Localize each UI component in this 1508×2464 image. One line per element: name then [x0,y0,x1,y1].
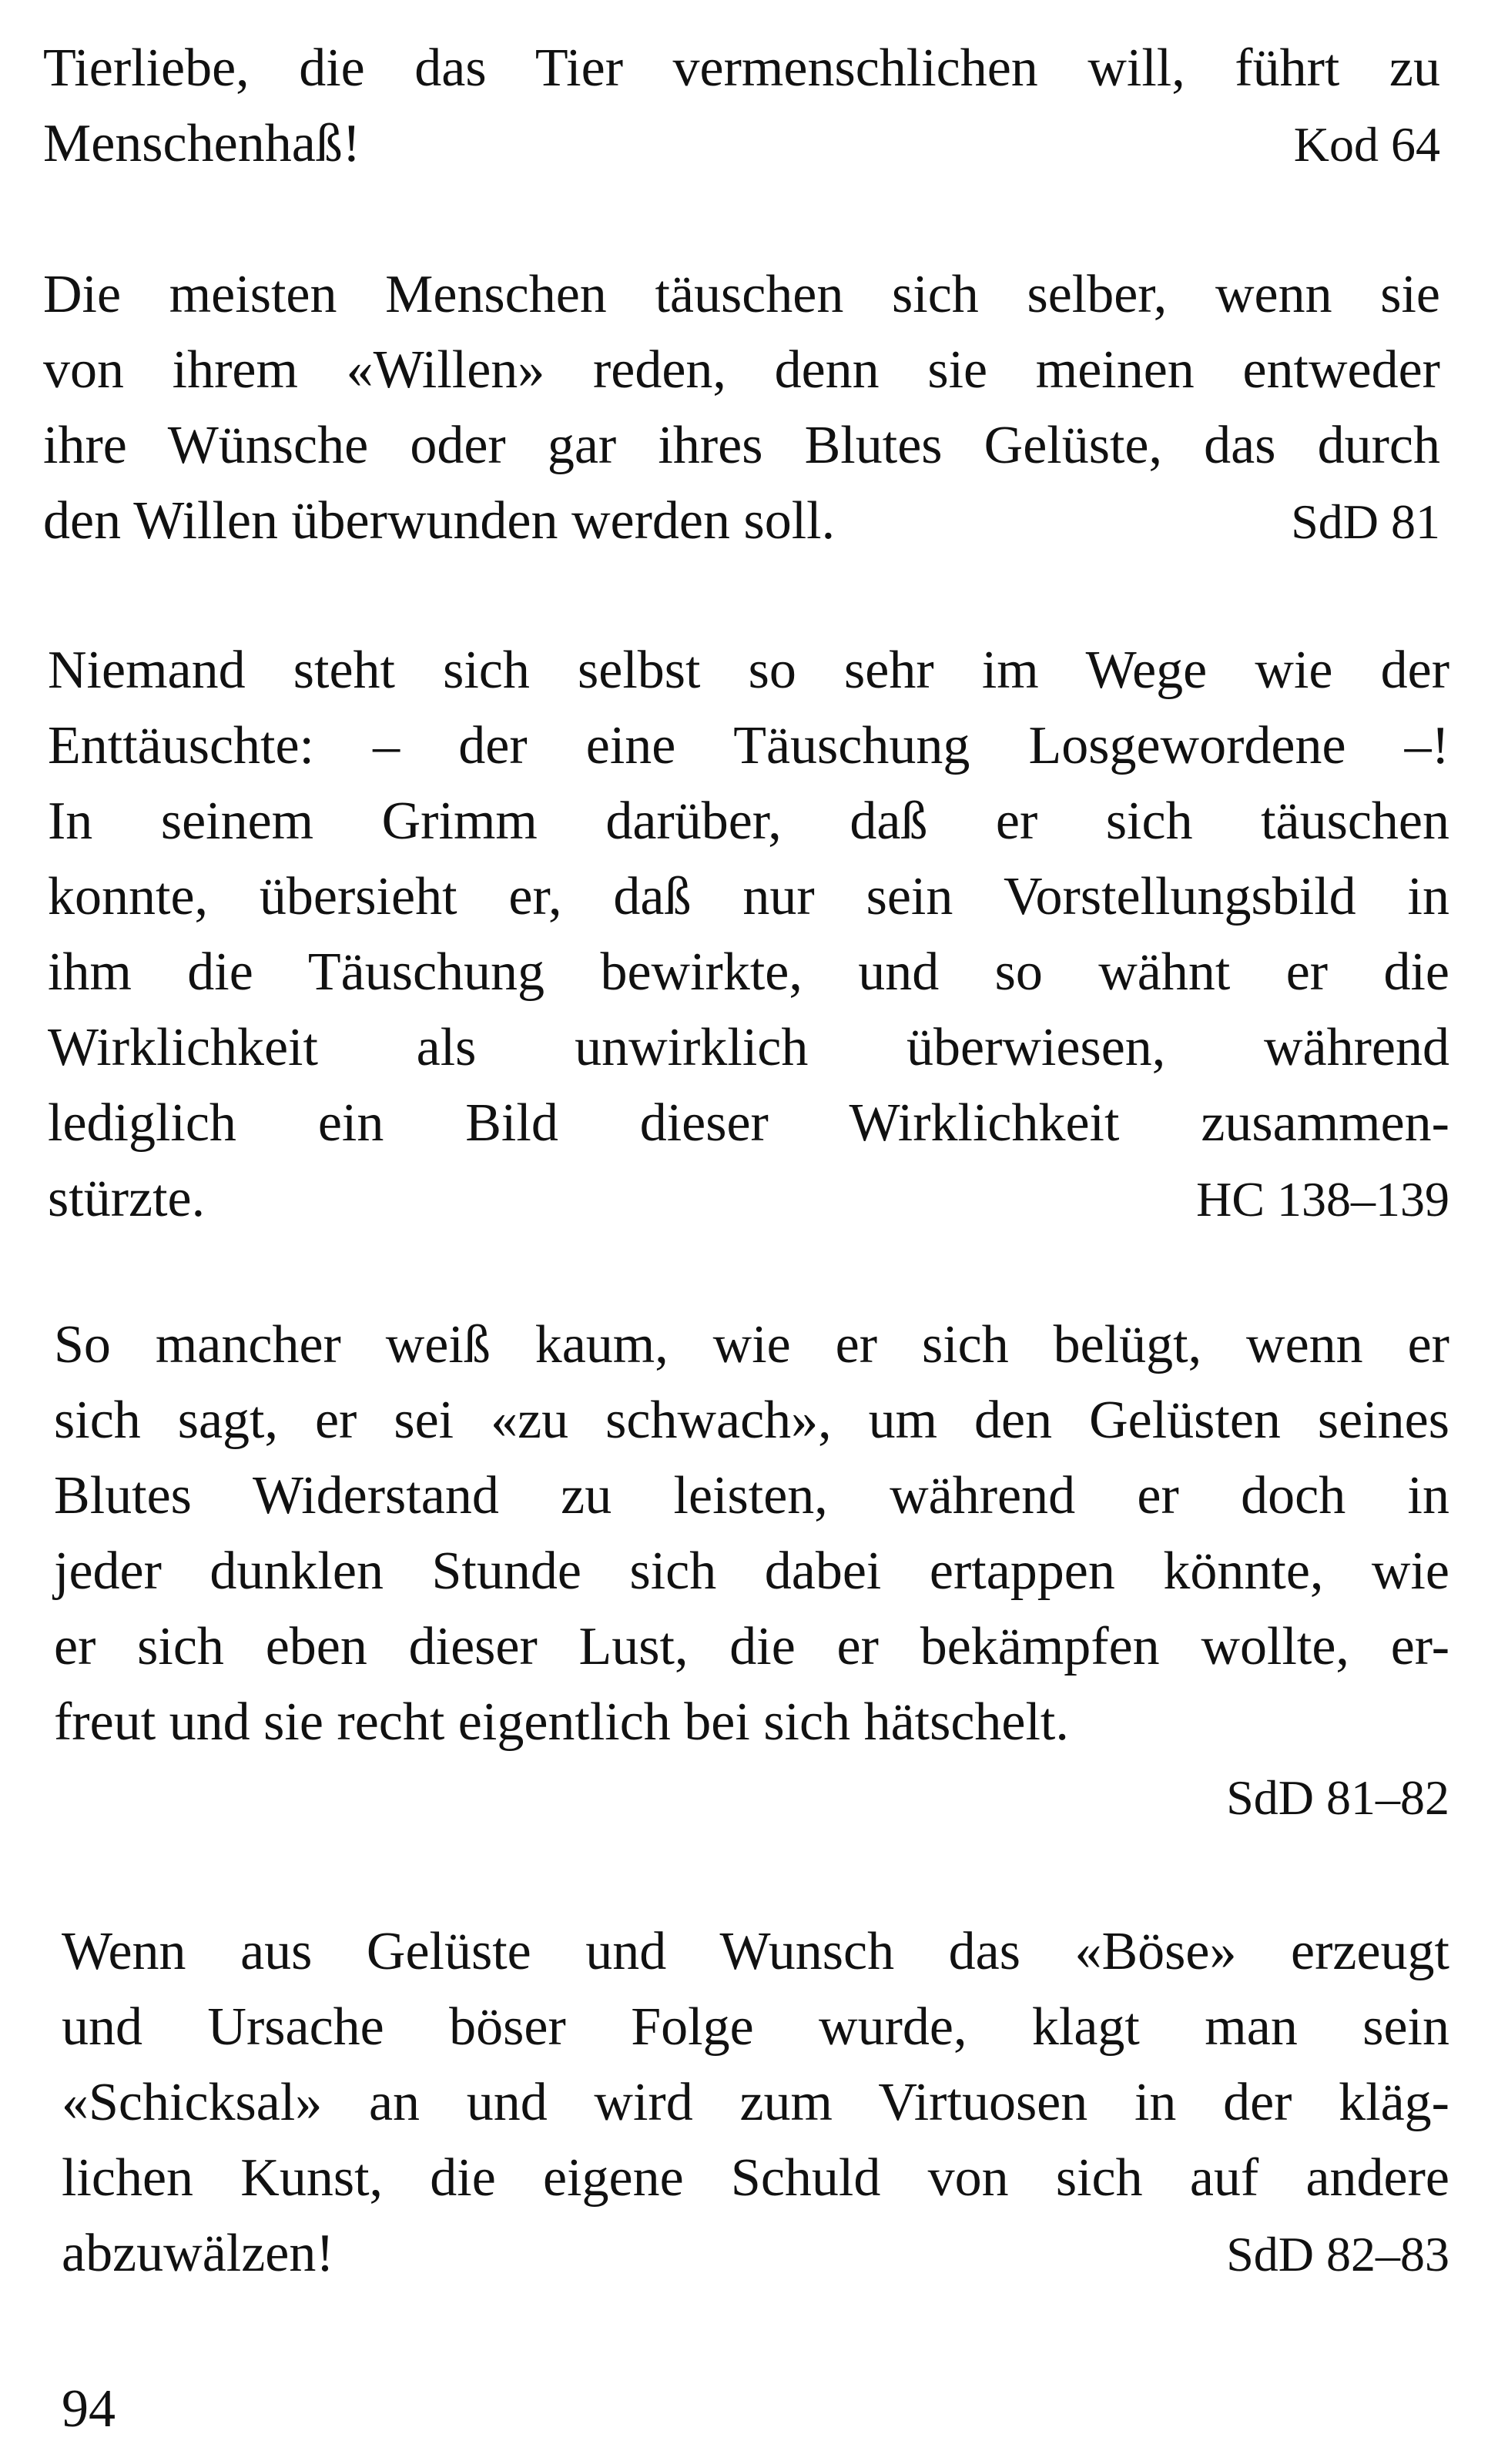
text-line: Menschenhaß! [43,114,361,173]
quote-2 [43,257,1440,560]
text-line: er sich eben dieser Lust, die er bekämpfen wollte, er- [54,1617,1449,1676]
text-line: Tierliebe, die das Tier vermenschlichen will, führt zu [43,38,1440,98]
text-line: Wirklichkeit als unwirklich überwiesen, während [48,1018,1449,1077]
text-line: den Willen überwunden werden soll. [43,491,836,551]
text-line-with-reference [62,2216,1449,2292]
text-line: ihm die Täuschung bewirkte, und so wähnt er die [48,942,1449,1002]
text-line-with-reference [48,1161,1449,1237]
text-line: Wenn aus Gelüste und Wunsch das «Böse» erzeugt [62,1922,1449,1981]
text-line: abzuwälzen! [62,2224,334,2283]
text-line-with-reference [43,106,1440,182]
text-line: lediglich ein Bild dieser Wirklichkeit zusammen- [48,1093,1449,1153]
text-line: «Schicksal» an und wird zum Virtuosen in der kläg- [62,2073,1449,2132]
text-line-with-reference [43,484,1440,560]
text-line: Enttäuschte: – der eine Täuschung Losgewordene –! [48,716,1449,775]
text-line: Blutes Widerstand zu leisten, während er doch in [54,1466,1449,1525]
source-reference: SdD 81–82 [1226,1770,1449,1825]
text-line: Die meisten Menschen täuschen sich selber, wenn sie [43,265,1440,324]
text-line: freut und sie recht eigentlich bei sich hätschelt. [54,1692,1069,1752]
text-line: und Ursache böser Folge wurde, klagt man sein [62,1997,1449,2057]
quote-3 [48,633,1449,1237]
source-reference: Kod 64 [1293,117,1440,172]
text-line: von ihrem «Willen» reden, denn sie meinen entweder [43,340,1440,400]
text-line: ihre Wünsche oder gar ihres Blutes Gelüste, das durch [43,416,1440,475]
text-line: jeder dunklen Stunde sich dabei ertappen könnte, wie [54,1542,1449,1601]
quote-5 [62,1914,1449,2292]
text-line: In seinem Grimm darüber, daß er sich täuschen [48,792,1449,851]
text-line: konnte, übersieht er, daß nur sein Vorstellungsbild in [48,867,1449,926]
source-reference: SdD 81 [1291,494,1440,549]
source-reference: HC 138–139 [1196,1172,1449,1227]
quote-4 [54,1307,1449,1836]
source-reference: SdD 82–83 [1226,2227,1449,2282]
quote-1 [43,31,1440,182]
text-line: stürzte. [48,1169,206,1228]
text-line: Niemand steht sich selbst so sehr im Wege wie der [48,641,1449,700]
book-page [43,31,1449,2449]
text-line: sich sagt, er sei «zu schwach», um den Gelüsten seines [54,1391,1449,1450]
text-line: lichen Kunst, die eigene Schuld von sich auf andere [62,2148,1449,2208]
page-number: 94 [62,2379,116,2439]
text-line: So mancher weiß kaum, wie er sich belügt, wenn er [54,1315,1449,1374]
